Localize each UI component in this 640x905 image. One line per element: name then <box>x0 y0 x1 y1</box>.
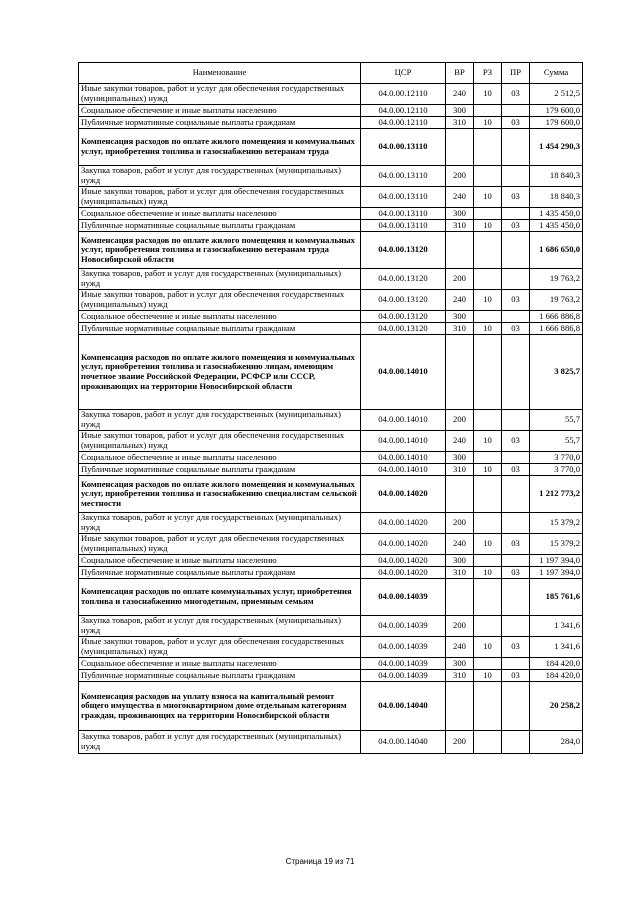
row-csr: 04.0.00.12110 <box>361 117 446 129</box>
row-csr: 04.0.00.13110 <box>361 166 446 187</box>
row-rz: 10 <box>474 117 502 129</box>
row-vr <box>446 682 474 731</box>
row-vr <box>446 335 474 410</box>
row-name: Публичные нормативные социальные выплаты гражданам <box>79 567 361 579</box>
row-sum: 184 420,0 <box>530 670 583 682</box>
row-sum: 15 379,2 <box>530 534 583 555</box>
table-row-section <box>79 682 583 731</box>
row-csr: 04.0.00.14010 <box>361 410 446 431</box>
row-vr: 300 <box>446 658 474 670</box>
row-name: Закупка товаров, работ и услуг для государственных (муниципальных) нужд <box>79 166 361 187</box>
table-row <box>79 431 583 452</box>
row-csr: 04.0.00.13120 <box>361 290 446 311</box>
row-vr: 310 <box>446 323 474 335</box>
row-sum: 19 763,2 <box>530 290 583 311</box>
row-sum: 1 666 886,8 <box>530 311 583 323</box>
row-name: Закупка товаров, работ и услуг для государственных (муниципальных) нужд <box>79 269 361 290</box>
row-sum: 1 212 773,2 <box>530 476 583 513</box>
table-row <box>79 555 583 567</box>
row-rz <box>474 555 502 567</box>
table-row <box>79 117 583 129</box>
header-name: Наименование <box>79 63 361 84</box>
row-rz <box>474 166 502 187</box>
row-pr <box>502 129 530 166</box>
budget-table <box>78 62 583 754</box>
row-rz: 10 <box>474 290 502 311</box>
row-csr: 04.0.00.13110 <box>361 129 446 166</box>
row-csr: 04.0.00.14010 <box>361 452 446 464</box>
row-sum: 3 770,0 <box>530 464 583 476</box>
row-vr: 240 <box>446 290 474 311</box>
header-pr: ПР <box>502 63 530 84</box>
row-name: Публичные нормативные социальные выплаты гражданам <box>79 117 361 129</box>
row-vr: 310 <box>446 670 474 682</box>
row-pr <box>502 410 530 431</box>
row-vr: 200 <box>446 410 474 431</box>
row-sum: 1 435 450,0 <box>530 208 583 220</box>
header-sum: Сумма <box>530 63 583 84</box>
row-sum: 55,7 <box>530 431 583 452</box>
row-name: Иные закупки товаров, работ и услуг для обеспечения государственных (муниципальных) нужд <box>79 431 361 452</box>
row-name: Публичные нормативные социальные выплаты гражданам <box>79 670 361 682</box>
row-rz: 10 <box>474 84 502 105</box>
row-csr: 04.0.00.14020 <box>361 555 446 567</box>
table-row <box>79 269 583 290</box>
table-row-section <box>79 232 583 269</box>
row-rz <box>474 513 502 534</box>
row-vr: 300 <box>446 452 474 464</box>
row-name: Закупка товаров, работ и услуг для государственных (муниципальных) нужд <box>79 616 361 637</box>
row-sum: 1 666 886,8 <box>530 323 583 335</box>
row-vr: 240 <box>446 534 474 555</box>
row-name: Иные закупки товаров, работ и услуг для обеспечения государственных (муниципальных) нужд <box>79 534 361 555</box>
table-row <box>79 616 583 637</box>
row-name: Закупка товаров, работ и услуг для государственных (муниципальных) нужд <box>79 410 361 431</box>
row-sum: 3 770,0 <box>530 452 583 464</box>
row-name: Публичные нормативные социальные выплаты гражданам <box>79 323 361 335</box>
row-name: Компенсация расходов по оплате жилого помещения и коммунальных услуг, приобретения топлива и газоснабжению ветеранам труда Новосибирской области <box>79 232 361 269</box>
row-pr <box>502 555 530 567</box>
row-vr: 240 <box>446 187 474 208</box>
row-vr: 200 <box>446 166 474 187</box>
page-number: Страница 19 из 71 <box>285 857 355 866</box>
row-name: Иные закупки товаров, работ и услуг для обеспечения государственных (муниципальных) нужд <box>79 187 361 208</box>
row-rz <box>474 452 502 464</box>
row-csr: 04.0.00.14039 <box>361 637 446 658</box>
row-pr <box>502 476 530 513</box>
row-vr: 300 <box>446 105 474 117</box>
header-rz: РЗ <box>474 63 502 84</box>
row-sum: 1 341,6 <box>530 616 583 637</box>
row-rz: 10 <box>474 431 502 452</box>
row-rz <box>474 658 502 670</box>
row-sum: 55,7 <box>530 410 583 431</box>
row-pr <box>502 335 530 410</box>
table-row <box>79 670 583 682</box>
row-pr <box>502 452 530 464</box>
row-pr: 03 <box>502 637 530 658</box>
row-vr: 240 <box>446 84 474 105</box>
row-pr <box>502 105 530 117</box>
row-csr: 04.0.00.14010 <box>361 335 446 410</box>
table-row <box>79 452 583 464</box>
row-csr: 04.0.00.13110 <box>361 187 446 208</box>
row-vr: 300 <box>446 208 474 220</box>
row-name: Социальное обеспечение и иные выплаты населению <box>79 311 361 323</box>
table-row <box>79 208 583 220</box>
row-csr: 04.0.00.14039 <box>361 670 446 682</box>
row-vr: 310 <box>446 464 474 476</box>
row-pr: 03 <box>502 290 530 311</box>
row-sum: 184 420,0 <box>530 658 583 670</box>
row-csr: 04.0.00.14040 <box>361 682 446 731</box>
row-sum: 1 341,6 <box>530 637 583 658</box>
row-pr <box>502 208 530 220</box>
row-rz <box>474 410 502 431</box>
table-row <box>79 731 583 754</box>
row-pr <box>502 682 530 731</box>
row-sum: 284,0 <box>530 731 583 754</box>
row-vr: 300 <box>446 311 474 323</box>
row-pr <box>502 658 530 670</box>
row-vr <box>446 232 474 269</box>
row-pr: 03 <box>502 670 530 682</box>
row-rz: 10 <box>474 187 502 208</box>
row-pr: 03 <box>502 567 530 579</box>
row-sum: 1 686 650,0 <box>530 232 583 269</box>
table-row-section <box>79 476 583 513</box>
row-name: Иные закупки товаров, работ и услуг для обеспечения государственных (муниципальных) нужд <box>79 290 361 311</box>
row-name: Компенсация расходов по оплате коммунальных услуг, приобретения топлива и газоснабжению многодетным, приемным семьям <box>79 579 361 616</box>
row-name: Социальное обеспечение и иные выплаты населению <box>79 208 361 220</box>
row-pr: 03 <box>502 323 530 335</box>
row-name: Компенсация расходов на уплату взноса на капитальный ремонт общего имущества в многоквартирном доме отдельным категориям граждан, проживающих на территории Новосибирской области <box>79 682 361 731</box>
table-row <box>79 311 583 323</box>
table-row <box>79 464 583 476</box>
row-csr: 04.0.00.14010 <box>361 431 446 452</box>
table-row <box>79 84 583 105</box>
row-name: Иные закупки товаров, работ и услуг для обеспечения государственных (муниципальных) нужд <box>79 84 361 105</box>
row-rz: 10 <box>474 464 502 476</box>
row-sum: 18 840,3 <box>530 166 583 187</box>
row-csr: 04.0.00.13110 <box>361 208 446 220</box>
row-name: Закупка товаров, работ и услуг для государственных (муниципальных) нужд <box>79 513 361 534</box>
row-pr <box>502 269 530 290</box>
row-csr: 04.0.00.14020 <box>361 513 446 534</box>
row-vr: 310 <box>446 567 474 579</box>
row-vr <box>446 129 474 166</box>
row-csr: 04.0.00.13110 <box>361 220 446 232</box>
row-pr: 03 <box>502 431 530 452</box>
row-rz <box>474 208 502 220</box>
row-sum: 1 435 450,0 <box>530 220 583 232</box>
table-row <box>79 567 583 579</box>
row-pr <box>502 513 530 534</box>
table-row-section <box>79 129 583 166</box>
row-pr <box>502 166 530 187</box>
row-vr: 200 <box>446 616 474 637</box>
row-pr <box>502 579 530 616</box>
row-csr: 04.0.00.12110 <box>361 105 446 117</box>
row-vr: 200 <box>446 513 474 534</box>
table-row <box>79 220 583 232</box>
table-row <box>79 637 583 658</box>
row-sum: 19 763,2 <box>530 269 583 290</box>
row-pr: 03 <box>502 220 530 232</box>
row-rz: 10 <box>474 220 502 232</box>
row-name: Компенсация расходов по оплате жилого помещения и коммунальных услуг, приобретения топлива и газоснабжению лицам, имеющим почетное звание Российской Федерации, РСФСР или СССР, проживающих на территории Новосибирской области <box>79 335 361 410</box>
row-rz <box>474 579 502 616</box>
row-csr: 04.0.00.12110 <box>361 84 446 105</box>
row-rz: 10 <box>474 323 502 335</box>
row-csr: 04.0.00.13120 <box>361 232 446 269</box>
row-rz: 10 <box>474 637 502 658</box>
table-row <box>79 187 583 208</box>
row-csr: 04.0.00.14039 <box>361 658 446 670</box>
row-rz <box>474 269 502 290</box>
row-vr <box>446 579 474 616</box>
row-pr <box>502 311 530 323</box>
row-rz <box>474 232 502 269</box>
row-sum: 20 258,2 <box>530 682 583 731</box>
row-csr: 04.0.00.14039 <box>361 579 446 616</box>
row-sum: 179 600,0 <box>530 117 583 129</box>
row-sum: 15 379,2 <box>530 513 583 534</box>
row-csr: 04.0.00.13120 <box>361 311 446 323</box>
table-row <box>79 410 583 431</box>
table-row-section <box>79 579 583 616</box>
row-vr: 240 <box>446 637 474 658</box>
row-rz <box>474 682 502 731</box>
row-csr: 04.0.00.14040 <box>361 731 446 754</box>
row-csr: 04.0.00.14039 <box>361 616 446 637</box>
row-rz <box>474 731 502 754</box>
row-vr: 200 <box>446 731 474 754</box>
row-pr <box>502 232 530 269</box>
row-csr: 04.0.00.14020 <box>361 476 446 513</box>
row-vr: 310 <box>446 220 474 232</box>
row-rz <box>474 335 502 410</box>
row-name: Компенсация расходов по оплате жилого помещения и коммунальных услуг, приобретения топлива и газоснабжению ветеранам труда <box>79 129 361 166</box>
table-row-section <box>79 335 583 410</box>
row-vr: 200 <box>446 269 474 290</box>
row-vr <box>446 476 474 513</box>
row-sum: 179 600,0 <box>530 105 583 117</box>
row-csr: 04.0.00.14020 <box>361 534 446 555</box>
row-pr: 03 <box>502 464 530 476</box>
table-row <box>79 105 583 117</box>
row-pr: 03 <box>502 117 530 129</box>
row-csr: 04.0.00.13120 <box>361 323 446 335</box>
row-rz <box>474 616 502 637</box>
row-name: Публичные нормативные социальные выплаты гражданам <box>79 464 361 476</box>
row-name: Социальное обеспечение и иные выплаты населению <box>79 105 361 117</box>
row-sum: 1 454 290,3 <box>530 129 583 166</box>
row-name: Социальное обеспечение и иные выплаты населению <box>79 658 361 670</box>
row-rz <box>474 129 502 166</box>
row-rz <box>474 476 502 513</box>
row-sum: 3 825,7 <box>530 335 583 410</box>
row-pr: 03 <box>502 84 530 105</box>
row-sum: 18 840,3 <box>530 187 583 208</box>
row-rz <box>474 105 502 117</box>
header-csr: ЦСР <box>361 63 446 84</box>
row-name: Социальное обеспечение и иные выплаты населению <box>79 555 361 567</box>
row-pr <box>502 616 530 637</box>
row-pr: 03 <box>502 534 530 555</box>
row-name: Публичные нормативные социальные выплаты гражданам <box>79 220 361 232</box>
row-sum: 2 512,5 <box>530 84 583 105</box>
row-pr: 03 <box>502 187 530 208</box>
row-vr: 310 <box>446 117 474 129</box>
row-name: Компенсация расходов по оплате жилого помещения и коммунальных услуг, приобретения топлива и газоснабжению специалистам сельской местности <box>79 476 361 513</box>
table-row <box>79 290 583 311</box>
row-sum: 1 197 394,0 <box>530 567 583 579</box>
row-rz: 10 <box>474 567 502 579</box>
row-sum: 1 197 394,0 <box>530 555 583 567</box>
row-csr: 04.0.00.14010 <box>361 464 446 476</box>
row-csr: 04.0.00.14020 <box>361 567 446 579</box>
table-row <box>79 166 583 187</box>
row-csr: 04.0.00.13120 <box>361 269 446 290</box>
row-vr: 240 <box>446 431 474 452</box>
row-sum: 185 761,6 <box>530 579 583 616</box>
row-rz <box>474 311 502 323</box>
row-vr: 300 <box>446 555 474 567</box>
table-row <box>79 323 583 335</box>
row-name: Социальное обеспечение и иные выплаты населению <box>79 452 361 464</box>
table-body <box>79 84 583 754</box>
row-rz: 10 <box>474 670 502 682</box>
row-pr <box>502 731 530 754</box>
table-row <box>79 534 583 555</box>
header-vr: ВР <box>446 63 474 84</box>
row-rz: 10 <box>474 534 502 555</box>
table-header-row <box>79 63 583 84</box>
table-row <box>79 658 583 670</box>
row-name: Закупка товаров, работ и услуг для государственных (муниципальных) нужд <box>79 731 361 754</box>
row-name: Иные закупки товаров, работ и услуг для обеспечения государственных (муниципальных) нужд <box>79 637 361 658</box>
table-row <box>79 513 583 534</box>
